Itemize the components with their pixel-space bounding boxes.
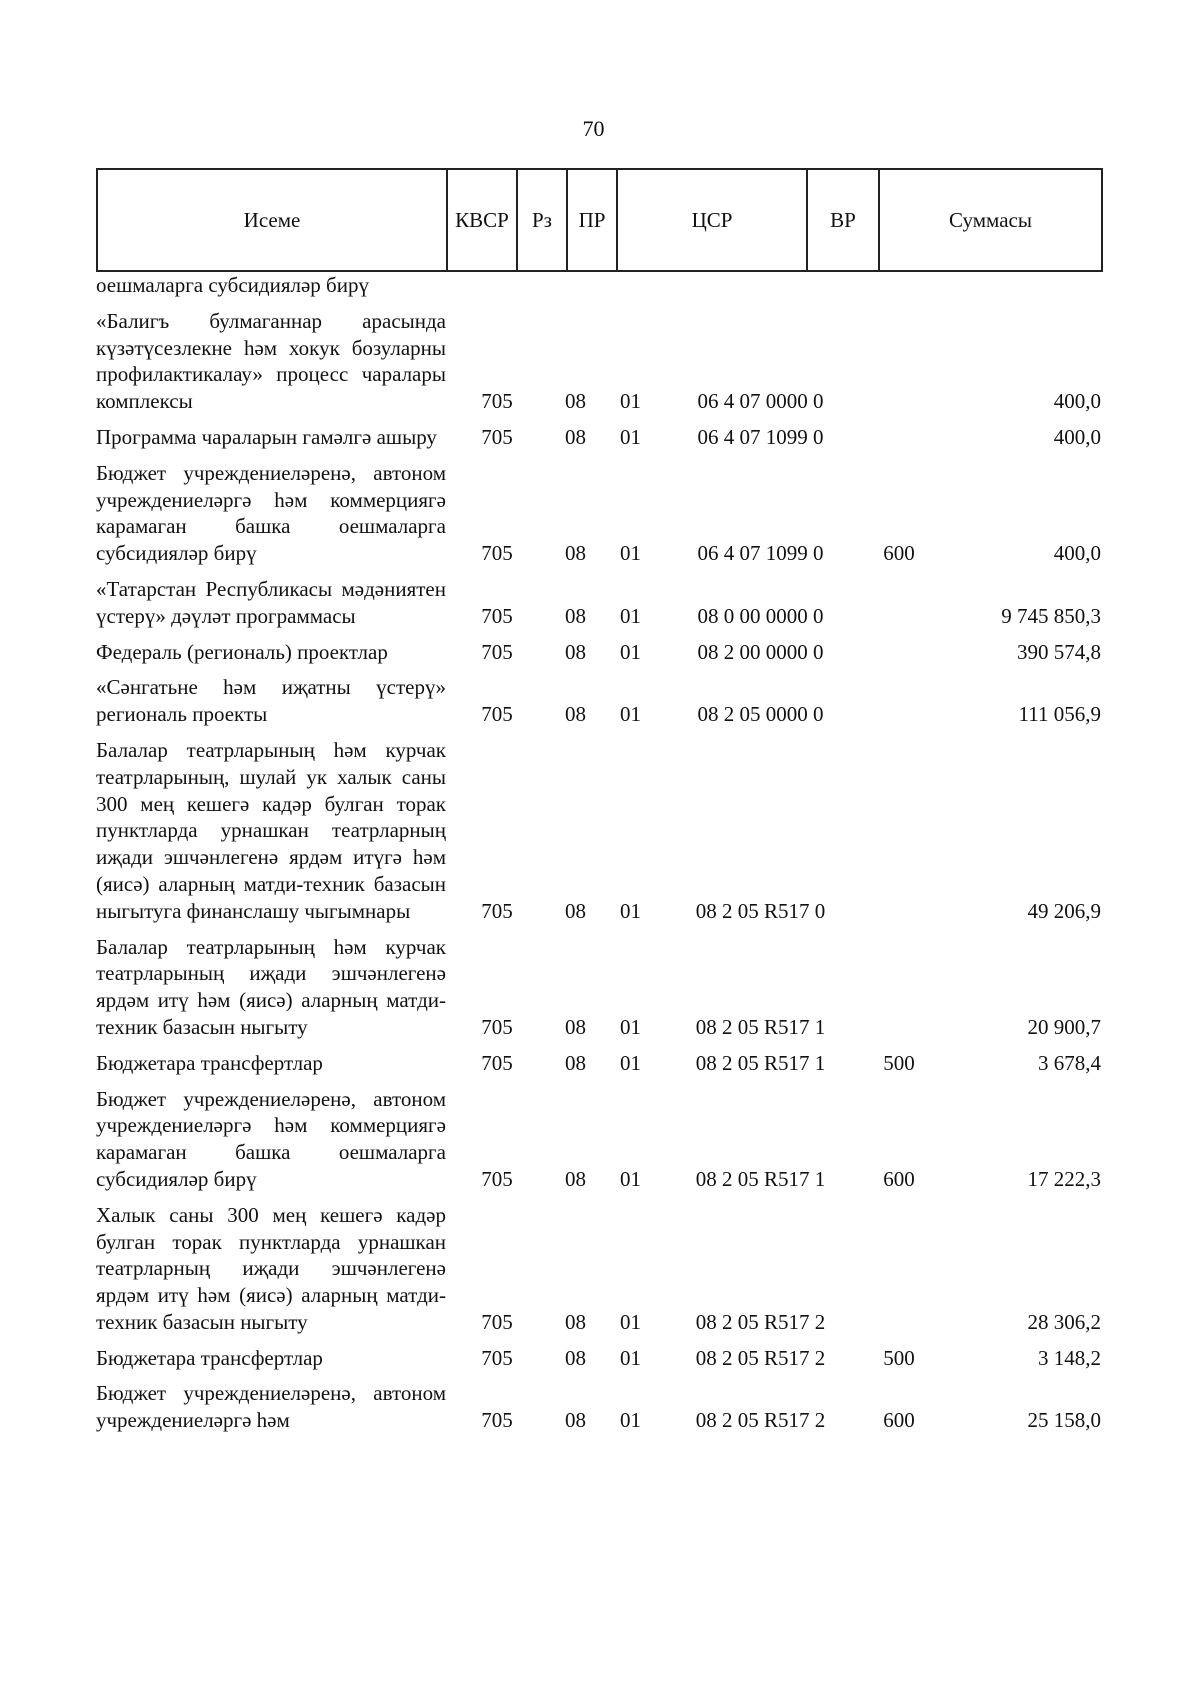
- row-csr: 08 2 05 R517 2: [695, 1309, 826, 1334]
- row-sum: 390 574,8: [1017, 639, 1101, 664]
- header-pr: ПР: [567, 169, 617, 271]
- row-kvsr: 705: [481, 639, 513, 664]
- row-sum: 400,0: [1053, 541, 1101, 566]
- row-csr: 08 2 00 0000 0: [697, 639, 824, 664]
- row-rz: 08: [565, 1166, 586, 1191]
- row-sum: 28 306,2: [1027, 1309, 1101, 1334]
- row-kvsr: 705: [481, 702, 513, 727]
- row-csr: 08 2 05 R517 2: [695, 1408, 826, 1433]
- row-csr: 08 0 00 0000 0: [697, 603, 824, 628]
- row-kvsr: 705: [481, 898, 513, 923]
- row-csr: 08 2 05 0000 0: [697, 702, 824, 727]
- row-kvsr: 705: [481, 1014, 513, 1039]
- row-kvsr: 705: [481, 389, 513, 414]
- row-name: оешмаларга субсидияләр бирү: [96, 273, 369, 297]
- row-kvsr: 705: [481, 1345, 513, 1370]
- row-csr: 08 2 05 R517 1: [695, 1050, 826, 1075]
- table-row: [96, 1086, 1101, 1193]
- row-pr: 01: [620, 639, 641, 664]
- table-row: [96, 934, 1101, 1041]
- table-row: [96, 576, 1101, 630]
- row-pr: 01: [620, 1345, 641, 1370]
- row-vr: 600: [883, 541, 915, 566]
- row-name: Бюджетара трансфертлар: [96, 1050, 323, 1075]
- table-row: [96, 1380, 1101, 1434]
- row-kvsr: 705: [481, 603, 513, 628]
- row-csr: 08 2 05 R517 2: [695, 1345, 826, 1370]
- row-pr: 01: [620, 898, 641, 923]
- row-rz: 08: [565, 1345, 586, 1370]
- row-pr: 01: [620, 1014, 641, 1039]
- table-row: [96, 1050, 1101, 1077]
- row-pr: 01: [620, 1309, 641, 1334]
- row-vr: 600: [883, 1408, 915, 1433]
- table-header: [96, 168, 1103, 272]
- row-pr: 01: [620, 541, 641, 566]
- table-row: [96, 424, 1101, 451]
- row-rz: 08: [565, 702, 586, 727]
- row-rz: 08: [565, 1309, 586, 1334]
- row-rz: 08: [565, 898, 586, 923]
- table-row: [96, 1202, 1101, 1336]
- row-sum: 400,0: [1053, 389, 1101, 414]
- row-vr: 500: [883, 1050, 915, 1075]
- row-kvsr: 705: [481, 541, 513, 566]
- row-sum: 49 206,9: [1027, 898, 1101, 923]
- row-vr: 500: [883, 1345, 915, 1370]
- header-kvsr: КВСР: [447, 169, 517, 271]
- table-body: [96, 272, 1101, 1443]
- row-name: Федераль (региональ) проектлар: [96, 639, 388, 664]
- row-kvsr: 705: [481, 1408, 513, 1433]
- row-rz: 08: [565, 1050, 586, 1075]
- row-sum: 25 158,0: [1027, 1408, 1101, 1433]
- row-vr: 600: [883, 1166, 915, 1191]
- row-pr: 01: [620, 1166, 641, 1191]
- row-name: Бюджет учреждениеләренә, автоном учреждениеләргә һәм коммерциягә карамаган башка оешмаларга субсидияләр бирү: [96, 460, 446, 566]
- row-name: Халык саны 300 мең кешегә кадәр булган торак пунктларда урнашкан театрларның иҗади эшчәнлегенә ярдәм итү һәм (яисә) аларның матди-техник базасын ныгыту: [96, 1202, 446, 1334]
- row-name: Программа чараларын гамәлгә ашыру: [96, 424, 437, 449]
- row-name: «Сәнгатьне һәм иҗатны үстерү» региональ проекты: [96, 675, 446, 727]
- row-sum: 9 745 850,3: [1001, 603, 1101, 628]
- row-name: Бюджетара трансфертлар: [96, 1345, 323, 1370]
- table-row: [96, 272, 1101, 299]
- row-name: «Балигъ булмаганнар арасында күзәтүсезлекне һәм хокук бозуларны профилактикалау» процесс чаралары комплексы: [96, 308, 446, 414]
- row-rz: 08: [565, 603, 586, 628]
- header-csr: ЦСР: [617, 169, 807, 271]
- row-sum: 400,0: [1053, 424, 1101, 449]
- table-row: [96, 1345, 1101, 1372]
- row-rz: 08: [565, 639, 586, 664]
- table-row: [96, 674, 1101, 728]
- row-pr: 01: [620, 1050, 641, 1075]
- row-rz: 08: [565, 424, 586, 449]
- row-name: Балалар театрларының һәм курчак театрларының, шулай ук халык саны 300 мең кешегә кадәр булган торак пунктларда урнашкан театрларның иҗади эшчәнлегенә ярдәм итүгә һәм (яисә) аларның матди-техник базасын ныгытуга финанслашу чыгымнары: [96, 737, 446, 923]
- table-row: [96, 460, 1101, 567]
- row-sum: 17 222,3: [1027, 1166, 1101, 1191]
- page-number: 70: [582, 116, 605, 141]
- header-sum: Суммасы: [879, 169, 1102, 271]
- row-pr: 01: [620, 603, 641, 628]
- table-row: [96, 737, 1101, 925]
- row-name: «Татарстан Республикасы мәдәниятен үстерү» дәүләт программасы: [96, 576, 446, 628]
- row-sum: 3 148,2: [1038, 1345, 1101, 1370]
- row-pr: 01: [620, 424, 641, 449]
- header-vr: ВР: [807, 169, 879, 271]
- row-name: Бюджет учреждениеләренә, автоном учреждениеләргә һәм: [96, 1381, 446, 1433]
- row-csr: 06 4 07 1099 0: [697, 424, 824, 449]
- row-csr: 06 4 07 0000 0: [697, 389, 824, 414]
- row-csr: 08 2 05 R517 1: [695, 1014, 826, 1039]
- row-csr: 06 4 07 1099 0: [697, 541, 824, 566]
- row-name: Балалар театрларының һәм курчак театрларының иҗади эшчәнлегенә ярдәм итү һәм (яисә) аларның матди-техник базасын ныгыту: [96, 934, 446, 1039]
- table-row: [96, 639, 1101, 666]
- row-name: Бюджет учреждениеләренә, автоном учреждениеләргә һәм коммерциягә карамаган башка оешмаларга субсидияләр бирү: [96, 1086, 446, 1191]
- row-kvsr: 705: [481, 424, 513, 449]
- row-rz: 08: [565, 389, 586, 414]
- row-rz: 08: [565, 541, 586, 566]
- row-sum: 111 056,9: [1018, 702, 1101, 727]
- row-sum: 20 900,7: [1027, 1014, 1101, 1039]
- row-rz: 08: [565, 1014, 586, 1039]
- row-kvsr: 705: [481, 1166, 513, 1191]
- row-pr: 01: [620, 389, 641, 414]
- header-name: Исеме: [97, 169, 447, 271]
- row-rz: 08: [565, 1408, 586, 1433]
- row-kvsr: 705: [481, 1050, 513, 1075]
- row-pr: 01: [620, 1408, 641, 1433]
- row-pr: 01: [620, 702, 641, 727]
- row-csr: 08 2 05 R517 1: [695, 1166, 826, 1191]
- header-rz: Рз: [517, 169, 567, 271]
- row-sum: 3 678,4: [1038, 1050, 1101, 1075]
- row-kvsr: 705: [481, 1309, 513, 1334]
- row-csr: 08 2 05 R517 0: [695, 898, 826, 923]
- table-row: [96, 308, 1101, 415]
